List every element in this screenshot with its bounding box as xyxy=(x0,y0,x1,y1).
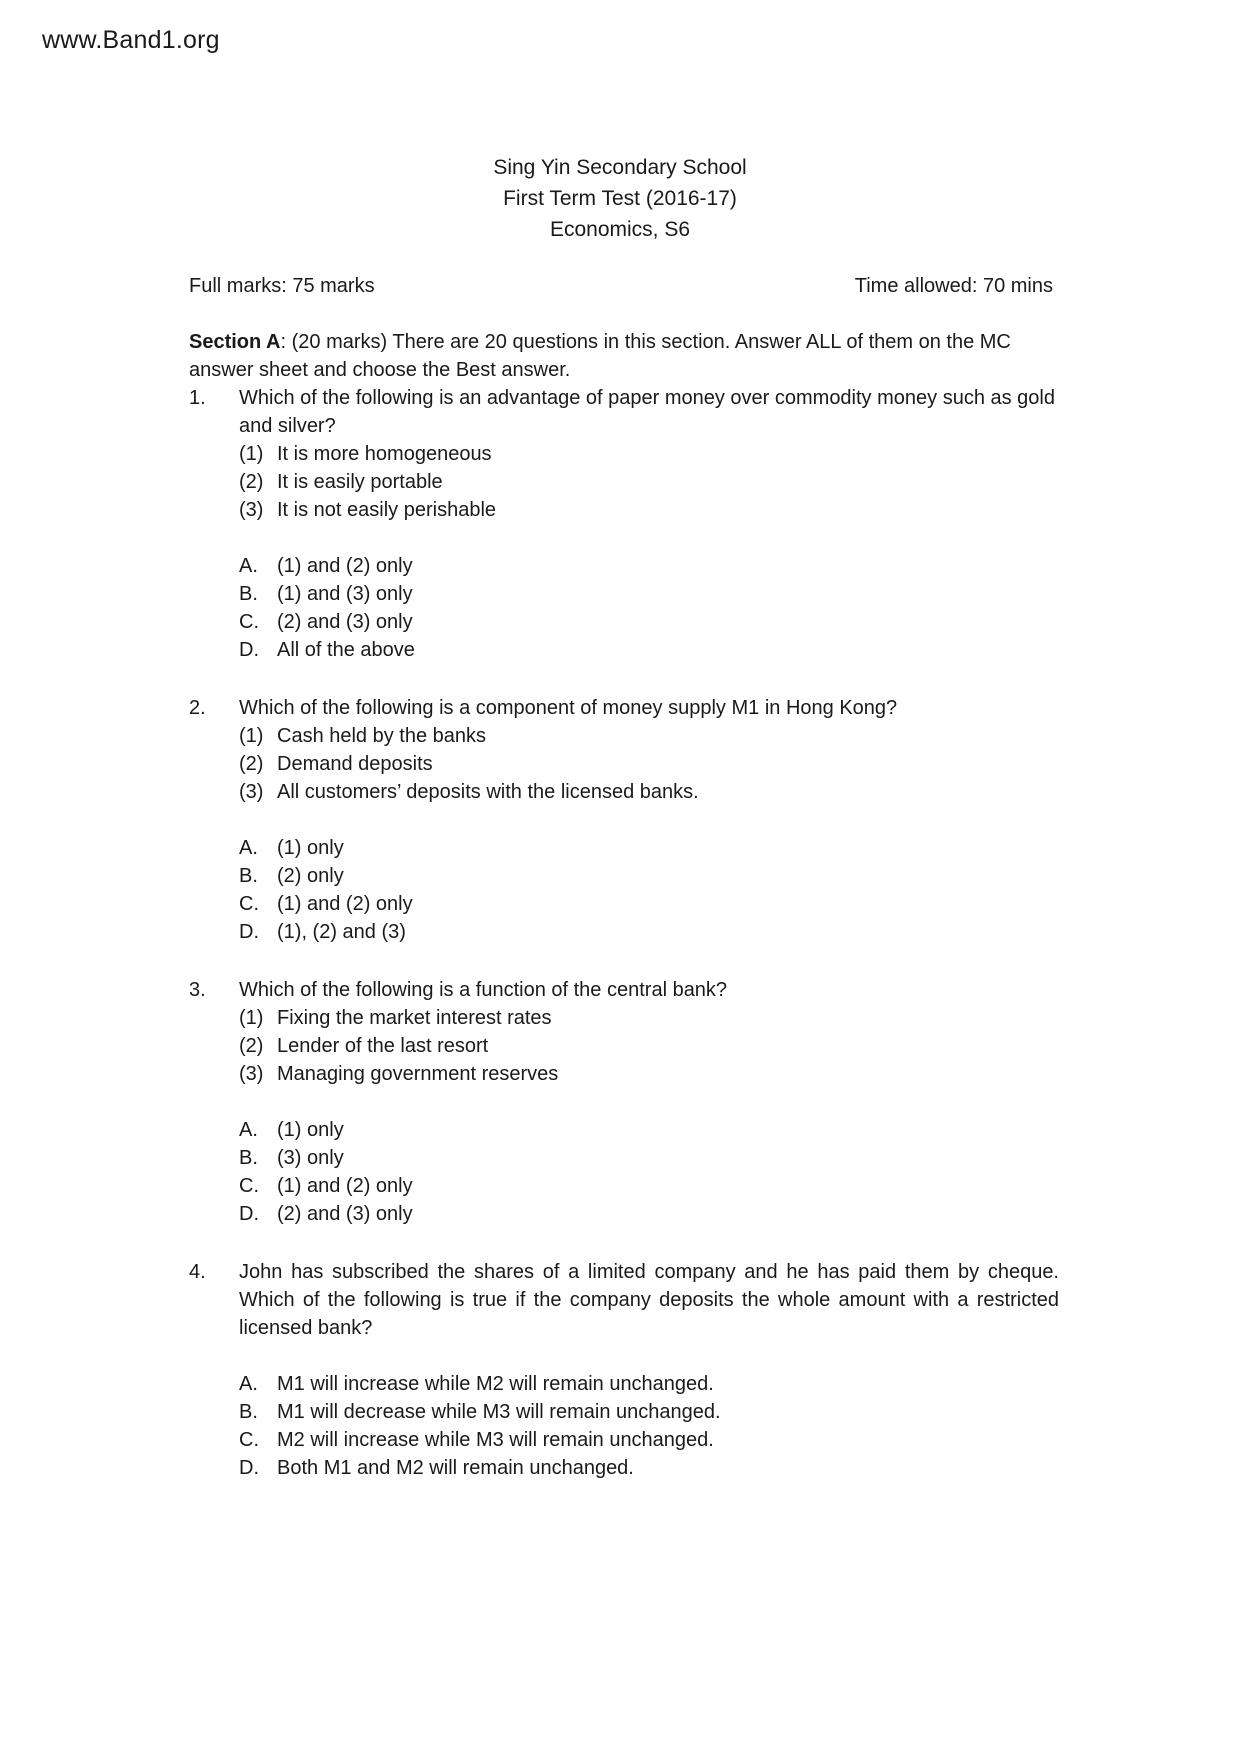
section-instructions xyxy=(189,328,1059,384)
statement-text: Demand deposits xyxy=(277,753,433,775)
option-letter: C. xyxy=(239,893,259,915)
answer-option xyxy=(239,1370,1059,1398)
statement xyxy=(239,722,1059,750)
answer-option xyxy=(239,1426,1059,1454)
option-letter: B. xyxy=(239,583,258,605)
statement-number: (1) xyxy=(239,725,264,747)
question-2 xyxy=(189,694,1059,946)
answer-option xyxy=(239,1144,1059,1172)
statement-text: It is more homogeneous xyxy=(277,443,492,465)
answer-option xyxy=(239,1172,1059,1200)
question-stem: Which of the following is an advantage of paper money over commodity money such as gold and silver? xyxy=(239,387,1055,437)
statement-text: It is not easily perishable xyxy=(277,499,497,521)
answer-option xyxy=(239,1116,1059,1144)
statement-text: Fixing the market interest rates xyxy=(277,1007,552,1029)
answer-option xyxy=(239,1398,1059,1426)
question-stem: John has subscribed the shares of a limited company and he has paid them by cheque. Which of the following is true if the company deposits the whole amount with a restricted licensed bank? xyxy=(239,1261,1059,1339)
statement-text: All customers’ deposits with the licensed banks. xyxy=(277,781,699,803)
option-text: (1) only xyxy=(277,1119,344,1141)
option-letter: C. xyxy=(239,611,259,633)
question-4 xyxy=(189,1258,1059,1482)
option-letter: D. xyxy=(239,921,259,943)
question-number: 4. xyxy=(189,1261,206,1283)
option-letter: B. xyxy=(239,1401,258,1423)
statement xyxy=(239,1004,1059,1032)
statement-number: (1) xyxy=(239,1007,264,1029)
answer-option xyxy=(239,636,1059,664)
option-letter: A. xyxy=(239,1373,258,1395)
question-3 xyxy=(189,976,1059,1228)
answer-option xyxy=(239,890,1059,918)
question-1 xyxy=(189,384,1059,664)
option-text: Both M1 and M2 will remain unchanged. xyxy=(277,1457,634,1479)
option-text: (2) and (3) only xyxy=(277,1203,413,1225)
statement-number: (3) xyxy=(239,1063,264,1085)
statement xyxy=(239,1032,1059,1060)
question-number: 2. xyxy=(189,697,206,719)
option-letter: B. xyxy=(239,1147,258,1169)
option-text: M1 will increase while M2 will remain unchanged. xyxy=(277,1373,714,1395)
option-letter: A. xyxy=(239,1119,258,1141)
statement-text: Lender of the last resort xyxy=(277,1035,489,1057)
statement-number: (2) xyxy=(239,753,264,775)
question-number: 3. xyxy=(189,979,206,1001)
option-letter: C. xyxy=(239,1175,259,1197)
option-letter: A. xyxy=(239,837,258,859)
statement-number: (1) xyxy=(239,443,264,465)
statement-number: (3) xyxy=(239,781,264,803)
time-allowed: Time allowed: 70 mins xyxy=(854,275,1053,297)
statement xyxy=(239,468,1059,496)
option-text: (1) and (2) only xyxy=(277,555,413,577)
option-text: (1), (2) and (3) xyxy=(277,921,406,943)
statement xyxy=(239,778,1059,806)
option-text: (1) only xyxy=(277,837,344,859)
statement xyxy=(239,750,1059,778)
option-letter: D. xyxy=(239,639,259,661)
option-text: (1) and (2) only xyxy=(277,893,413,915)
option-text: M2 will increase while M3 will remain unchanged. xyxy=(277,1429,714,1451)
test-title: First Term Test (2016-17) xyxy=(503,187,737,210)
option-letter: D. xyxy=(239,1203,259,1225)
statement-number: (2) xyxy=(239,1035,264,1057)
option-text: M1 will decrease while M3 will remain unchanged. xyxy=(277,1401,721,1423)
option-letter: D. xyxy=(239,1457,259,1479)
document-header xyxy=(0,152,1240,245)
subject-title: Economics, S6 xyxy=(549,218,691,241)
statement-text: Managing government reserves xyxy=(277,1063,559,1085)
full-marks: Full marks: 75 marks xyxy=(189,275,375,297)
option-letter: B. xyxy=(239,865,258,887)
option-text: All of the above xyxy=(277,639,415,661)
statement xyxy=(239,440,1059,468)
statement-text: It is easily portable xyxy=(277,471,443,493)
option-text: (2) only xyxy=(277,865,344,887)
answer-option xyxy=(239,580,1059,608)
option-text: (1) and (3) only xyxy=(277,583,413,605)
statement-number: (3) xyxy=(239,499,264,521)
option-letter: A. xyxy=(239,555,258,577)
statement xyxy=(239,496,1059,524)
option-letter: C. xyxy=(239,1429,259,1451)
section-instructions-text: : (20 marks) There are 20 questions in this section. Answer ALL of them on the MC answer sheet and choose the Best answer. xyxy=(189,331,1011,381)
answer-option xyxy=(239,862,1059,890)
question-stem: Which of the following is a function of the central bank? xyxy=(239,979,728,1001)
option-text: (3) only xyxy=(277,1147,344,1169)
school-name: Sing Yin Secondary School xyxy=(493,156,747,179)
answer-option xyxy=(239,918,1059,946)
statement xyxy=(239,1060,1059,1088)
option-text: (2) and (3) only xyxy=(277,611,413,633)
question-number: 1. xyxy=(189,387,206,409)
answer-option xyxy=(239,552,1059,580)
answer-option xyxy=(239,834,1059,862)
answer-option xyxy=(239,608,1059,636)
statement-text: Cash held by the banks xyxy=(277,725,487,747)
question-stem: Which of the following is a component of money supply M1 in Hong Kong? xyxy=(239,697,898,719)
answer-option xyxy=(239,1454,1059,1482)
answer-option xyxy=(239,1200,1059,1228)
exam-meta xyxy=(189,272,1053,300)
section-title: Section A xyxy=(189,331,281,353)
statement-number: (2) xyxy=(239,471,264,493)
option-text: (1) and (2) only xyxy=(277,1175,413,1197)
watermark: www.Band1.org xyxy=(42,26,220,54)
